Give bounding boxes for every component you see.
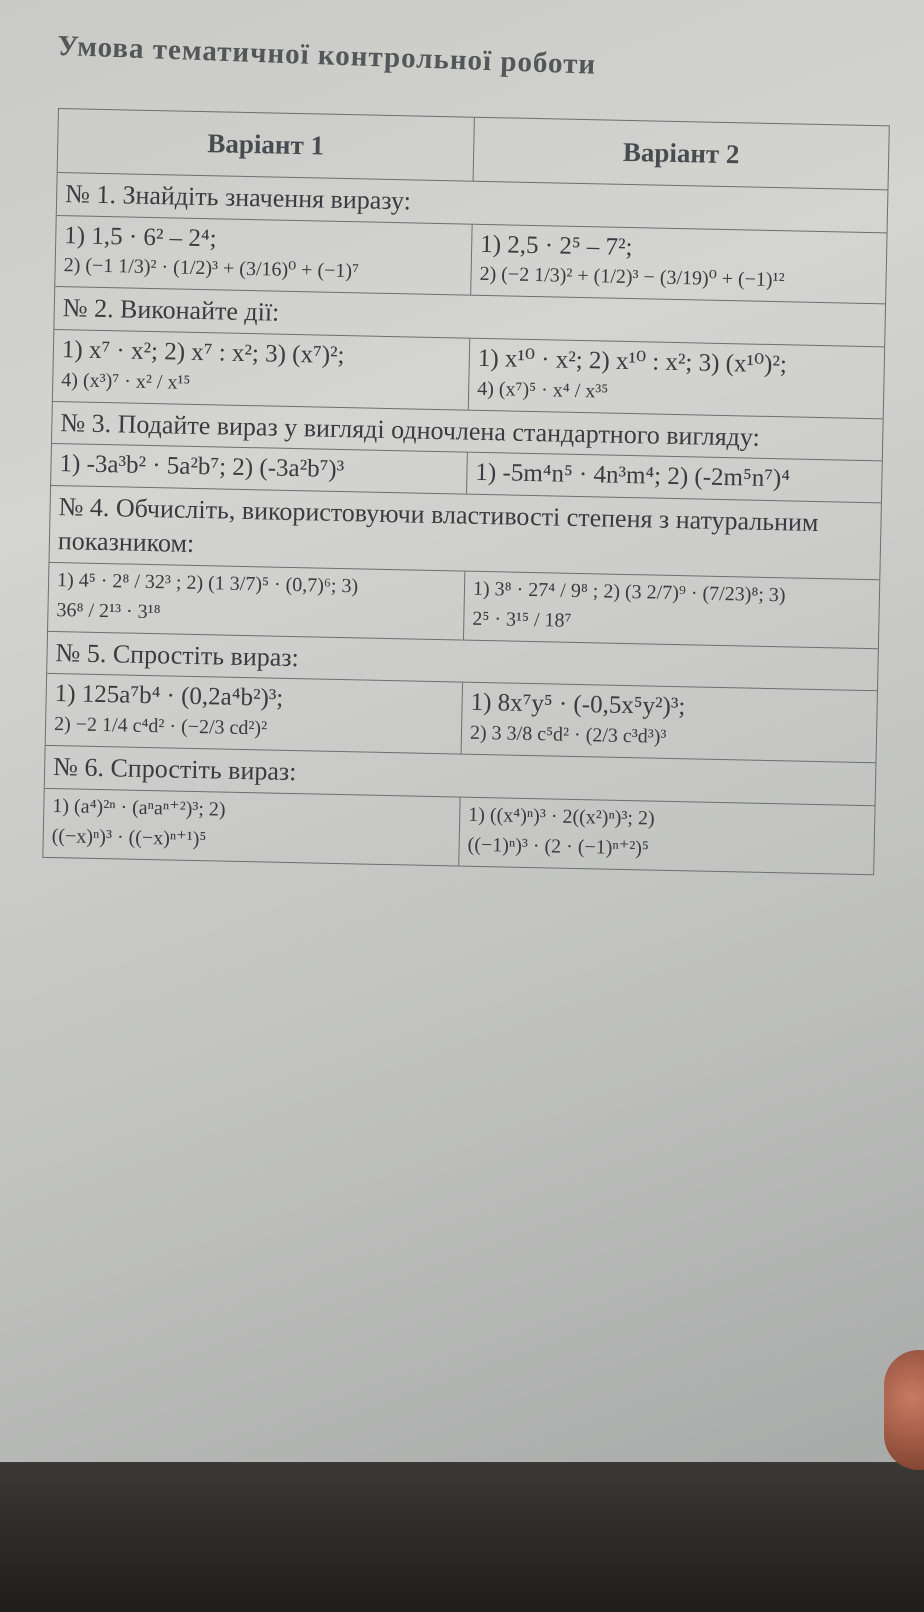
task-2-v2-item-2: 4) (x⁷)⁵ · x⁴ / x³⁵ bbox=[476, 377, 609, 403]
task-4-v1-item-1: 1) 4⁵ · 2⁸ / 32³ ; 2) (1 3/7)⁵ · (0,7)⁶; 3) bbox=[56, 568, 359, 597]
task-6-heading: № 6. Спростіть вираз: bbox=[52, 751, 297, 787]
task-2-v2-item-1: 1) x¹⁰ · x²; 2) x¹⁰ : x²; 3) (x¹⁰)²; bbox=[477, 345, 788, 379]
task-3-v1-item-1: 1) -3a³b² · 5a²b⁷; 2) (-3a²b⁷)³ bbox=[59, 450, 345, 484]
task-5-heading: № 5. Спростіть вираз: bbox=[55, 637, 300, 672]
task-3-v2-item-1: 1) -5m⁴n⁵ · 4n³m⁴; 2) (-2m⁵n⁷)⁴ bbox=[475, 459, 791, 493]
task-table bbox=[42, 108, 890, 875]
task-4-v1-item-2: 36⁸ / 2¹³ · 3¹⁸ bbox=[56, 598, 161, 623]
variant-2-heading: Варіант 2 bbox=[473, 118, 889, 190]
task-5-v1-item-1: 1) 125a⁷b⁴ · (0,2a⁴b²)³; bbox=[54, 680, 284, 713]
task-6-v2-item-1: 1) ((x⁴)ⁿ)³ · 2((x²)ⁿ)³; 2) bbox=[468, 803, 655, 830]
task-4-variant-2 bbox=[463, 571, 879, 648]
task-2-variant-2 bbox=[468, 339, 884, 418]
task-6-variant-2 bbox=[458, 797, 874, 874]
task-5-v1-item-2: 2) −2 1/4 c⁴d² · (−2/3 cd²)² bbox=[53, 712, 268, 740]
task-2-variant-1 bbox=[53, 330, 469, 409]
task-6-v2-item-2: ((−1)ⁿ)³ · (2 · (−1)ⁿ⁺²)⁵ bbox=[467, 833, 650, 860]
background-floor bbox=[0, 1462, 924, 1612]
task-3-heading: № 3. Подайте вираз у вигляді одночлена стандартного вигляду: bbox=[60, 407, 761, 452]
task-2-v1-item-2: 4) (x³)⁷ · x² / x¹⁵ bbox=[61, 368, 191, 394]
task-4-variant-1 bbox=[48, 562, 464, 639]
task-6-v1-item-1: 1) (a⁴)²ⁿ · (aⁿaⁿ⁺²)³; 2) bbox=[52, 794, 226, 821]
task-4-v2-item-2: 2⁵ · 3¹⁵ / 18⁷ bbox=[472, 607, 572, 632]
task-1-heading: № 1. Знайдіть значення виразу: bbox=[64, 179, 412, 216]
variant-1-heading: Варіант 1 bbox=[207, 128, 325, 161]
task-1-v1-item-2: 2) (−1 1/3)² · (1/2)³ + (3/16)⁰ + (−1)⁷ bbox=[63, 254, 360, 283]
page-title: Умова тематичної контрольної роботи bbox=[56, 30, 597, 81]
task-1-v2-item-2: 2) (−2 1/3)² + (1/2)³ − (3/19)⁰ + (−1)¹² bbox=[479, 263, 785, 292]
task-5-variant-2 bbox=[461, 683, 877, 762]
task-2-v1-item-1: 1) x⁷ · x²; 2) x⁷ : x²; 3) (x⁷)²; bbox=[61, 336, 345, 370]
finger-edge bbox=[884, 1350, 924, 1470]
task-2-heading: № 2. Виконайте дії: bbox=[62, 293, 280, 328]
task-1-variant-2 bbox=[470, 225, 886, 304]
task-4-v2-item-1: 1) 3⁸ · 27⁴ / 9⁸ ; 2) (3 2/7)⁹ · (7/23)⁸; 3) bbox=[472, 577, 786, 606]
task-1-v2-item-1: 1) 2,5 · 2⁵ – 7²; bbox=[479, 230, 633, 261]
task-1-variant-1 bbox=[55, 216, 471, 295]
task-1-v1-item-1: 1) 1,5 · 6² – 2⁴; bbox=[64, 222, 217, 253]
task-4-heading: № 4. Обчисліть, використовуючи властивості степеня з натуральним показником: bbox=[57, 492, 819, 558]
task-6-v1-item-2: ((−x)ⁿ)³ · ((−x)ⁿ⁺¹)⁵ bbox=[51, 824, 207, 850]
task-5-v2-item-1: 1) 8x⁷y⁵ · (-0,5x⁵y²)³; bbox=[470, 689, 686, 721]
task-6-variant-1 bbox=[43, 789, 459, 866]
task-5-variant-1 bbox=[46, 674, 462, 753]
task-5-v2-item-2: 2) 3 3/8 c⁵d² · (2/3 c³d³)³ bbox=[469, 721, 667, 748]
